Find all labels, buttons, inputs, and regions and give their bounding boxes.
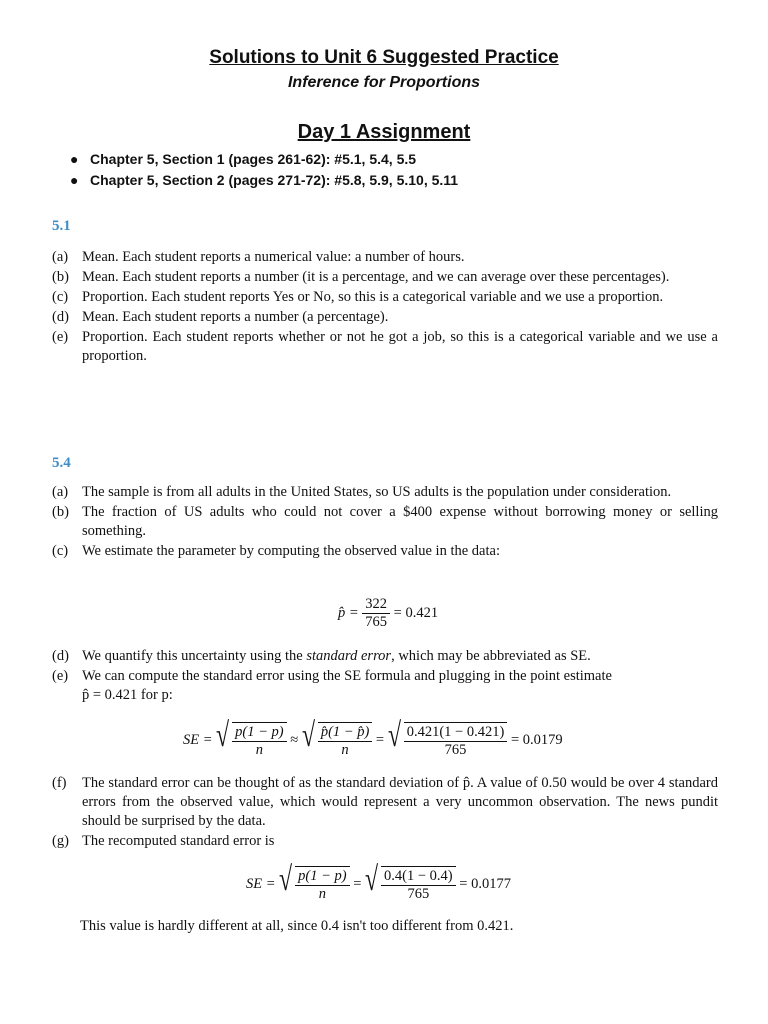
equation-p-hat: p̂ = $\frac{322}{765}$ = 0.421 — [338, 596, 439, 630]
day-heading: Day 1 Assignment — [297, 121, 471, 143]
section-heading-5-4: 5.4 — [52, 455, 71, 471]
sqrt: √ $\frac{p(1 - p)}{n}$ — [216, 722, 286, 759]
list-item: (d) Mean. Each student reports a number (a percentage). — [52, 309, 389, 325]
list-item: (f) The standard error can be thought of as the standard deviation of p̂. A value of 0.50 would be over 4 standard errors from the observed value, which would represent a very uncommon observation. The news pundit should be surprised by the data. — [52, 775, 718, 829]
list-item: (e) Proportion. Each student reports whether or not he got a job, so this is a categorical variable and we use a proportion. — [52, 329, 718, 364]
list-item: (d) We quantify this uncertainty using the standard error, which may be abbreviated as SE. — [52, 648, 591, 664]
list-item: (b) The fraction of US adults who could not cover a $400 expense without borrowing money or selling something. — [52, 504, 718, 539]
bullet-icon: ● — [70, 172, 79, 188]
list-item: (c) Proportion. Each student reports Yes or No, so this is a categorical variable and we use a proportion. — [52, 289, 664, 305]
section-5-4-items-a-c — [52, 483, 718, 562]
section-5-4-items-d-e — [52, 647, 718, 706]
bullet-icon: ● — [70, 151, 79, 167]
section-5-4-items-f-g — [52, 774, 718, 852]
sqrt: √ $\frac{p(1 - p)}{n}$ — [279, 866, 349, 903]
assignment-item: ● Chapter 5, Section 2 (pages 271-72): #5.8, 5.9, 5.10, 5.11 — [70, 170, 458, 191]
list-item: (b) Mean. Each student reports a number (it is a percentage, and we can average over these percentages). — [52, 269, 670, 285]
assignment-item: ● Chapter 5, Section 1 (pages 261-62): #5.1, 5.4, 5.5 — [70, 149, 458, 170]
list-item: (c) We estimate the parameter by computing the observed value in the data: — [52, 543, 500, 559]
page-title: Solutions to Unit 6 Suggested Practice — [209, 47, 559, 68]
page-subtitle: Inference for Proportions — [287, 74, 481, 91]
assignment-list — [70, 149, 458, 191]
list-item: (g) The recomputed standard error is — [52, 833, 275, 849]
equation-standard-error: SE = √ $\frac{p(1 - p)}{n}$ ≈ √ $\frac{p̂(1 - p̂)}{n}$ = √ $\frac{0.421(1 - 0.421)}{765}$ = 0.0179 — [183, 717, 563, 758]
list-item: (a) Mean. Each student reports a numerical value: a number of hours. — [52, 249, 465, 265]
fraction: $\frac{322}{765}$ — [362, 596, 390, 631]
list-item: (e) We can compute the standard error using the SE formula and plugging in the point estimate p̂ = 0.421 for p: — [52, 668, 612, 703]
sqrt: √ $\frac{0.4(1 - 0.4)}{765}$ — [365, 866, 456, 903]
sqrt: √ $\frac{0.421(1 - 0.421)}{765}$ — [388, 722, 508, 759]
equation-recomputed-se: SE = √ $\frac{p(1 - p)}{n}$ = √ $\frac{0.4(1 - 0.4)}{765}$ = 0.0177 — [246, 861, 511, 902]
section-heading-5-1: 5.1 — [52, 218, 71, 234]
list-item: (a) The sample is from all adults in the United States, so US adults is the population under consideration. — [52, 484, 672, 500]
sqrt: √ $\frac{p̂(1 - p̂)}{n}$ — [302, 722, 372, 759]
section-5-1-items — [52, 248, 718, 367]
closing-text: This value is hardly different at all, since 0.4 isn't too different from 0.421. — [80, 918, 514, 934]
